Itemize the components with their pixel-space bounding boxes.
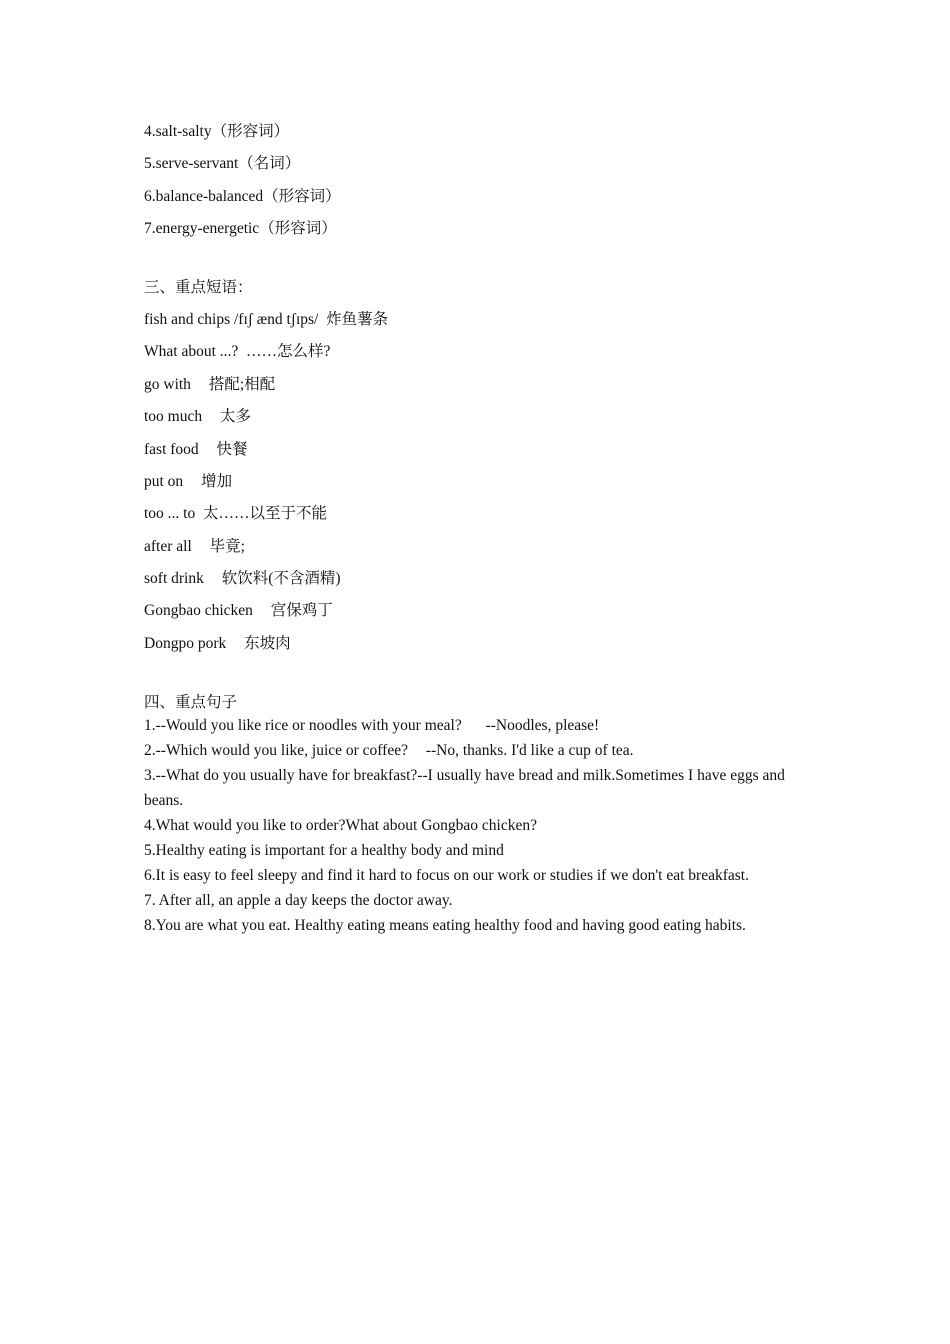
sentence-item: 7. After all, an apple a day keeps the doctor away.	[144, 891, 453, 909]
phrase-en: Dongpo pork	[144, 634, 227, 652]
phrase-en: soft drink	[144, 570, 204, 588]
phrase-zh: 快餐	[216, 440, 248, 458]
word-form-item: 5.serve-servant（名词）	[144, 155, 301, 173]
word-form-item: 7.energy-energetic（形容词）	[144, 220, 337, 238]
sentence-item: 3.--What do you usually have for breakfast?--I usually have bread and milk.Sometimes I have eggs and beans.	[144, 767, 785, 809]
phrase-zh: 毕竟;	[209, 537, 245, 555]
phrases-section-title: 三、重点短语：	[144, 278, 253, 296]
word-form-item: 6.balance-balanced（形容词）	[144, 187, 341, 205]
phrases-section	[144, 274, 824, 663]
phrase-zh: 增加	[201, 472, 233, 490]
sentences-section-title: 四、重点句子	[144, 694, 238, 712]
phrase-item	[144, 533, 824, 565]
sentences-section	[144, 692, 824, 938]
phrase-item	[144, 468, 824, 500]
sentence-question: 2.--Which would you like, juice or coffee?	[144, 742, 408, 760]
sentence-question: 1.--Would you like rice or noodles with your meal?	[144, 717, 462, 735]
phrase-item	[144, 436, 824, 468]
sentence-item	[144, 739, 824, 764]
phrase-en: What about ...?	[144, 343, 239, 361]
phrase-en: too ... to	[144, 505, 196, 523]
phrase-item	[144, 500, 824, 532]
phrase-item	[144, 403, 824, 435]
phrase-en: go with	[144, 375, 191, 393]
phrase-en: fast food	[144, 440, 199, 458]
phrase-item	[144, 306, 824, 338]
phrase-en: too much	[144, 408, 203, 426]
word-forms-list	[144, 118, 824, 248]
phrase-item	[144, 597, 824, 629]
document-page	[144, 118, 824, 938]
sentence-answer: --No, thanks. I'd like a cup of tea.	[425, 742, 634, 760]
phrase-en: Gongbao chicken	[144, 602, 253, 620]
sentence-item	[144, 714, 824, 739]
sentence-item: 4.What would you like to order?What about Gongbao chicken?	[144, 816, 537, 834]
phrase-item	[144, 565, 824, 597]
sentence-item: 5.Healthy eating is important for a healthy body and mind	[144, 841, 504, 859]
phrase-zh: 东坡肉	[244, 634, 291, 652]
word-form-item: 4.salt-salty（形容词）	[144, 123, 290, 140]
phrase-en: put on	[144, 472, 184, 490]
sentence-list	[144, 714, 824, 938]
phrase-list	[144, 306, 824, 662]
phrase-en: fish and chips /fɪʃ ænd tʃɪps/	[144, 310, 319, 328]
phrase-zh: 搭配;相配	[208, 375, 276, 393]
phrase-zh: 炸鱼薯条	[326, 310, 389, 328]
phrase-zh: 宫保鸡丁	[270, 602, 333, 620]
sentence-item: 8.You are what you eat. Healthy eating means eating healthy food and having good eating habits.	[144, 916, 746, 934]
phrase-item	[144, 630, 824, 662]
phrase-zh: 太……以至于不能	[203, 505, 328, 523]
phrase-zh: 软饮料(不含酒精)	[221, 570, 341, 588]
phrase-zh: 太多	[220, 408, 252, 426]
phrase-en: after all	[144, 537, 192, 555]
phrase-item	[144, 338, 824, 370]
sentence-item: 6.It is easy to feel sleepy and find it hard to focus on our work or studies if we don't eat breakfast.	[144, 866, 749, 884]
sentence-answer: --Noodles, please!	[485, 717, 600, 735]
phrase-zh: ……怎么样?	[246, 343, 331, 361]
phrase-item	[144, 371, 824, 403]
